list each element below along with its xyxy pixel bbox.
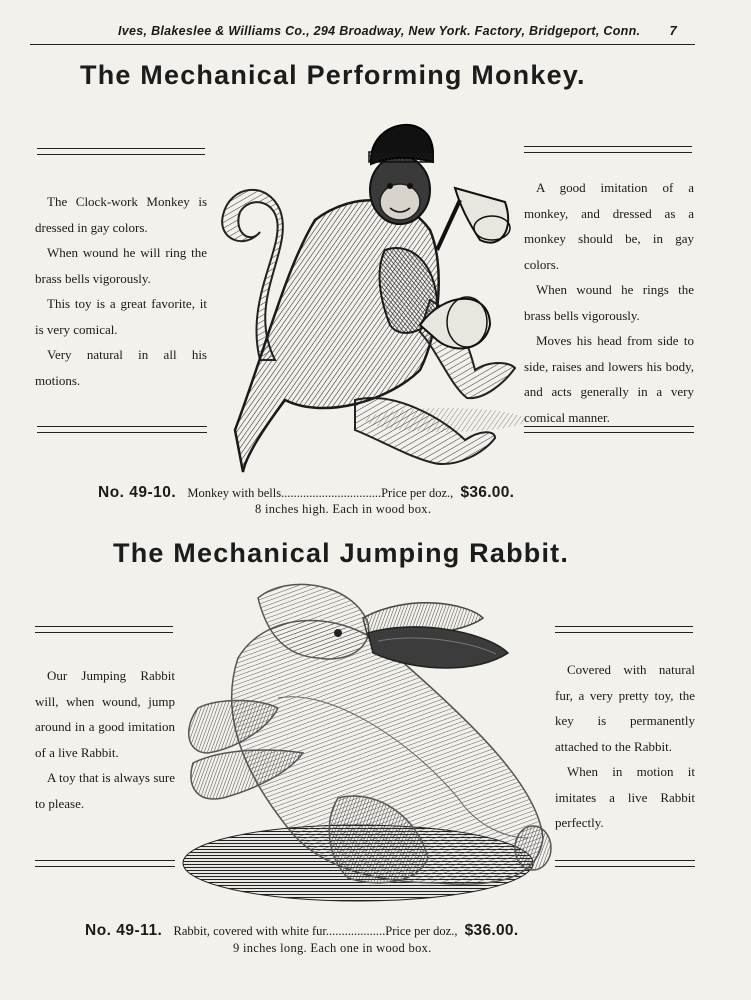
price: $36.00. xyxy=(460,484,515,501)
item-number: No. 49-11. xyxy=(85,922,163,939)
price-label: Price per doz., xyxy=(381,486,454,500)
paragraph: Moves his head from side to side, raises and lowers his body, and acts generally in a very comical manner. xyxy=(524,333,694,425)
dot-leader: ................................ xyxy=(281,486,382,500)
paragraph: Our Jumping Rabbit will, when wound, jump around in a good imitation of a live Rabbit. xyxy=(35,668,175,760)
rabbit-illustration xyxy=(178,578,553,918)
paragraph: When wound he rings the brass bells vigorously. xyxy=(524,282,694,323)
rabbit-price-line xyxy=(85,922,518,940)
item-number: No. 49-10. xyxy=(98,484,177,501)
divider-rule xyxy=(35,626,173,633)
paragraph: A toy that is always sure to please. xyxy=(35,770,175,811)
paragraph: When in motion it imitates a live Rabbit perfectly. xyxy=(555,764,695,830)
monkey-right-text xyxy=(524,175,694,430)
dot-leader: ................... xyxy=(325,924,386,938)
page-header xyxy=(30,22,695,45)
item-description: Monkey with bells xyxy=(187,486,282,500)
paragraph: Covered with natural fur, a very pretty toy, the key is permanently attached to the Rabbit. xyxy=(555,662,695,754)
paragraph: When wound he will ring the brass bells vigorously. xyxy=(35,245,207,286)
divider-rule xyxy=(37,148,205,155)
monkey-sub-line: 8 inches high. Each in wood box. xyxy=(255,502,432,516)
paragraph: A good imitation of a monkey, and dressed as a monkey should be, in gay colors. xyxy=(524,180,694,272)
divider-rule xyxy=(555,860,695,867)
page-number: 7 xyxy=(669,23,677,38)
divider-rule xyxy=(37,426,207,433)
paragraph: The Clock-work Monkey is dressed in gay colors. xyxy=(35,194,207,235)
monkey-price-line xyxy=(98,484,514,502)
monkey-title: The Mechanical Performing Monkey. xyxy=(80,60,586,90)
divider-rule xyxy=(35,860,175,867)
price: $36.00. xyxy=(464,922,519,939)
divider-rule xyxy=(524,146,692,153)
monkey-illustration xyxy=(205,100,525,480)
rabbit-title: The Mechanical Jumping Rabbit. xyxy=(113,538,570,568)
divider-rule xyxy=(555,626,693,633)
paragraph: This toy is a great favorite, it is very comical. xyxy=(35,296,207,337)
publisher-line: Ives, Blakeslee & Williams Co., 294 Broadway, New York. Factory, Bridgeport, Conn. xyxy=(118,24,641,38)
paragraph: Very natural in all his motions. xyxy=(35,347,207,388)
item-description: Rabbit, covered with white fur xyxy=(173,924,326,938)
price-label: Price per doz., xyxy=(385,924,458,938)
divider-rule xyxy=(524,426,694,433)
rabbit-right-text xyxy=(555,657,695,836)
rabbit-left-text xyxy=(35,663,175,816)
monkey-left-text xyxy=(35,189,207,393)
rabbit-sub-line: 9 inches long. Each one in wood box. xyxy=(233,941,432,955)
